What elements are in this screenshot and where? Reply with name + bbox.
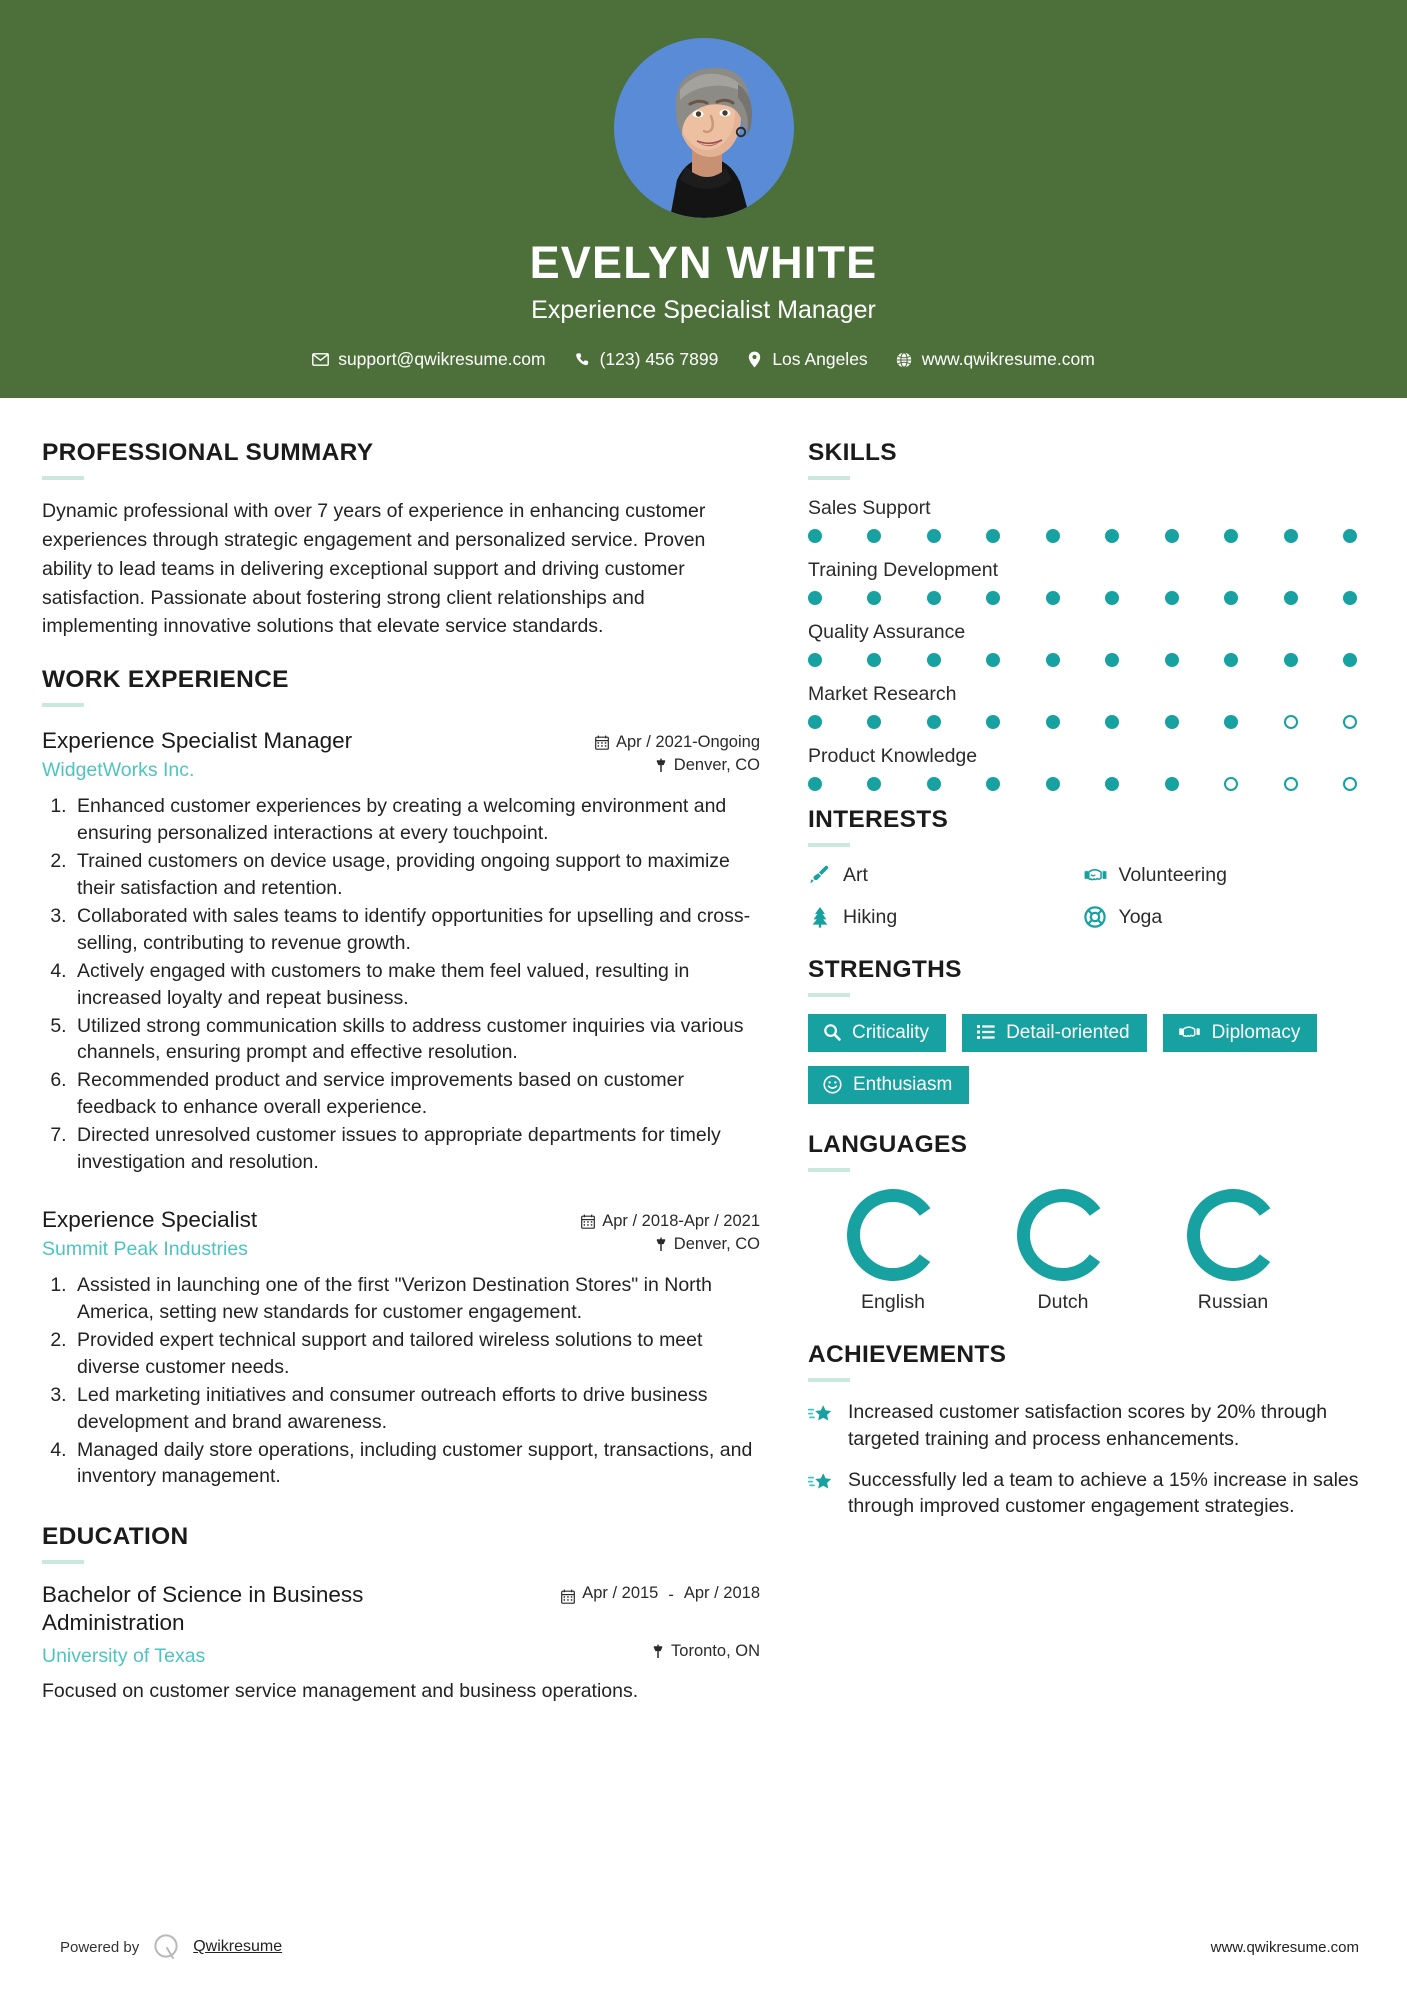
skill-dot-filled [927,715,941,729]
job-location-text: Denver, CO [673,1235,760,1254]
skill-dot-filled [1105,529,1119,543]
skill-dot-filled [1105,653,1119,667]
list-item: 4. Actively engaged with customers to make them feel valued, resulting in increased loyalty and repeat business. [72,958,760,1012]
section-rule [42,703,84,707]
languages-list [808,1189,1359,1314]
shooting-star-icon [808,1471,834,1497]
skill-dot-filled [1284,529,1298,543]
skill-dot-empty [1343,777,1357,791]
pin-icon [655,1237,667,1252]
strengths-list [808,1014,1359,1104]
skill-row [808,621,1359,667]
interest-yoga [1084,906,1360,929]
resume-body [0,398,1407,1705]
skill-dot-filled [1046,653,1060,667]
skill-label: Product Knowledge [808,744,978,767]
skill-dot-empty [1343,715,1357,729]
skill-dot-filled [1165,653,1179,667]
language-item [808,1189,978,1314]
job-location-text: Denver, CO [673,756,760,775]
handshake-icon [1178,1023,1201,1041]
powered-by-label: Powered by [60,1938,140,1956]
skill-dot-filled [986,715,1000,729]
section-rule [808,843,850,847]
education-location [652,1642,760,1661]
job-role-subtitle: Experience Specialist Manager [531,296,876,324]
skill-dot-filled [1224,653,1238,667]
skill-dot-filled [808,591,822,605]
job-title: Experience Specialist Manager [42,728,353,754]
lifebuoy-icon [1084,906,1107,929]
strength-label: Diplomacy [1211,1021,1301,1043]
powered-by-block [60,1933,282,1961]
skill-dot-filled [808,653,822,667]
skill-level-meter [808,715,1359,729]
list-item: 1. Assisted in launching one of the first "Verizon Destination Stores" in North America, setting new standards for customer engagement. [72,1272,760,1326]
skill-dot-filled [867,529,881,543]
interest-label: Yoga [1118,905,1163,928]
achievement-item [808,1467,1359,1521]
qwikresume-link[interactable]: Qwikresume [193,1938,283,1955]
skill-dot-filled [1343,653,1357,667]
education-entry [42,1581,760,1705]
contact-phone-text: (123) 456 7899 [599,349,719,369]
interest-label: Volunteering [1118,863,1227,886]
right-column [800,398,1407,1705]
achievement-item [808,1399,1359,1453]
skill-dot-filled [1284,653,1298,667]
list-item: 3. Led marketing initiatives and consumer outreach efforts to drive business development and brand awareness. [72,1382,760,1436]
skill-dot-filled [1046,591,1060,605]
job-dates-text: Apr / 2018-Apr / 2021 [602,1211,760,1230]
interest-art [808,864,1084,887]
skill-dot-filled [1165,777,1179,791]
skill-dot-filled [986,591,1000,605]
summary-heading: PROFESSIONAL SUMMARY [42,439,374,466]
location-pin-icon [746,351,763,368]
resume-header [0,0,1407,398]
interest-label: Hiking [843,905,898,928]
strengths-heading: STRENGTHS [808,955,962,983]
strength-badge-diplomacy[interactable] [1163,1014,1318,1052]
tree-icon [808,906,831,929]
qwikresume-logo-icon [152,1933,180,1961]
skill-dot-filled [927,591,941,605]
contact-bar [298,349,1109,370]
smiley-icon [823,1075,842,1094]
languages-heading: LANGUAGES [808,1130,968,1158]
education-location-text: Toronto, ON [671,1641,760,1660]
interests-heading: INTERESTS [808,805,949,833]
skill-dot-empty [1224,777,1238,791]
list-item: 3. Collaborated with sales teams to identify opportunities for upselling and cross-selling, contributing to revenue growth. [72,903,760,957]
job-dates-text: Apr / 2021-Ongoing [615,733,760,752]
job-entry [42,727,760,1176]
contact-email[interactable] [298,349,559,370]
list-item: 2. Provided expert technical support and tailored wireless solutions to meet diverse customer needs. [72,1327,760,1381]
contact-location-text: Los Angeles [772,349,868,369]
footer [0,1904,1407,1990]
job-dates [595,732,760,753]
skill-dot-empty [1284,777,1298,791]
skill-dot-filled [927,653,941,667]
contact-phone[interactable] [560,349,733,370]
list-item: 6. Recommended product and service improvements based on customer feedback to enhance overall experience. [72,1067,760,1121]
achievements-heading: ACHIEVEMENTS [808,1340,1007,1368]
section-rule [42,476,84,480]
job-title: Experience Specialist [42,1206,258,1232]
skill-dot-filled [1046,715,1060,729]
contact-website[interactable] [882,349,1109,370]
language-label: Russian [1197,1290,1269,1313]
section-rule [808,476,850,480]
skill-dot-filled [1046,529,1060,543]
phone-icon [574,351,591,368]
section-interests [808,807,1359,929]
language-progress-ring [1187,1189,1279,1281]
job-company[interactable]: Summit Peak Industries [42,1238,248,1261]
skill-level-meter [808,591,1359,605]
skill-row [808,559,1359,605]
strength-badge-enthusiasm[interactable] [808,1066,969,1104]
globe-icon [896,351,913,368]
job-bullets [42,1272,760,1490]
skill-dot-empty [1284,715,1298,729]
section-rule [808,1168,850,1172]
interest-hiking [808,906,1084,929]
education-date-end: Apr / 2018 [683,1584,760,1603]
email-icon [312,351,329,368]
list-item: 4. Managed daily store operations, including customer support, transactions, and inventory management. [72,1437,760,1491]
section-rule [808,993,850,997]
skill-dot-filled [867,653,881,667]
section-rule [808,1378,850,1382]
page-title: EVELYN WHITE [529,237,878,288]
interest-volunteering [1084,864,1360,887]
skill-dot-filled [1046,777,1060,791]
footer-url: www.qwikresume.com [1210,1938,1359,1956]
skill-dot-filled [1105,777,1119,791]
list-item: 5. Utilized strong communication skills to address customer inquiries via various channels, ensuring prompt and effective resolution. [72,1013,760,1067]
skill-dot-filled [1224,715,1238,729]
list-icon [977,1024,995,1040]
skill-dot-filled [1105,715,1119,729]
calendar-icon [595,735,609,750]
summary-text: Dynamic professional with over 7 years of experience in enhancing customer experiences through strategic engagement and personalized service. Proven ability to lead teams in delivering exceptional support and driving customer satisfaction. Passionate about fostering strong client relationships and implementing innovative solutions that elevate service standards. [42,499,706,638]
education-school[interactable]: University of Texas [42,1644,206,1667]
calendar-icon [581,1214,595,1229]
skill-dot-filled [808,715,822,729]
achievement-text: Successfully led a team to achieve a 15% increase in sales through improved customer engagement strategies. [848,1468,1359,1518]
magnifier-icon [823,1023,841,1041]
section-rule [42,1560,84,1564]
list-item: 7. Directed unresolved customer issues to appropriate departments for timely investigation and resolution. [72,1122,760,1176]
skill-dot-filled [867,591,881,605]
skill-dot-filled [927,777,941,791]
skill-dot-filled [986,653,1000,667]
skill-dot-filled [808,529,822,543]
skills-heading: SKILLS [808,439,897,466]
pin-icon [655,758,667,773]
achievement-text: Increased customer satisfaction scores by 20% through targeted training and process enhancements. [848,1400,1328,1450]
section-strengths [808,957,1359,1104]
contact-location[interactable] [732,349,881,370]
calendar-icon [561,1589,575,1604]
skill-label: Market Research [808,682,957,705]
list-item: 2. Trained customers on device usage, providing ongoing support to maximize their satisfaction and retention. [72,848,760,902]
left-column [0,398,800,1705]
contact-website-text: www.qwikresume.com [921,349,1095,369]
section-professional-summary [42,440,760,641]
handshake-icon [1084,864,1107,887]
skill-row [808,497,1359,543]
language-progress-ring [1017,1189,1109,1281]
shooting-star-icon [808,1403,834,1429]
section-languages [808,1132,1359,1314]
contact-email-text: support@qwikresume.com [338,349,546,369]
section-achievements [808,1342,1359,1521]
skill-dot-filled [1343,591,1357,605]
skill-dot-filled [867,777,881,791]
strength-label: Criticality [852,1021,930,1043]
skill-row [808,683,1359,729]
section-education [42,1524,760,1704]
skill-dot-filled [1224,529,1238,543]
education-dates [561,1583,760,1606]
skill-level-meter [808,653,1359,667]
language-item [978,1189,1148,1314]
interests-grid [808,864,1359,929]
job-location [655,1235,760,1254]
education-date-start: Apr / 2015 [582,1584,659,1603]
skill-dot-filled [986,777,1000,791]
skill-row [808,745,1359,791]
work-heading: WORK EXPERIENCE [42,666,289,694]
language-label: English [861,1290,925,1313]
skill-label: Quality Assurance [808,620,966,643]
strength-label: Enthusiasm [853,1073,953,1095]
degree-title: Bachelor of Science in Business Administration [42,1582,364,1636]
job-bullets [42,793,760,1176]
skill-level-meter [808,529,1359,543]
language-item [1148,1189,1318,1314]
skill-dot-filled [867,715,881,729]
interest-label: Art [843,863,868,886]
section-work-experience [42,667,760,1490]
avatar [614,38,794,218]
skill-dot-filled [927,529,941,543]
skill-dot-filled [1165,591,1179,605]
skill-dot-filled [1105,591,1119,605]
skill-label: Training Development [808,558,999,581]
language-progress-ring [847,1189,939,1281]
language-label: Dutch [1037,1290,1089,1313]
section-skills [808,440,1359,791]
skills-list [808,497,1359,791]
pin-icon [652,1644,664,1659]
education-description: Focused on customer service management and business operations. [42,1679,639,1702]
strength-badge-detail-oriented[interactable] [962,1014,1147,1052]
job-company[interactable]: WidgetWorks Inc. [42,759,195,782]
job-location [655,756,760,775]
education-heading: EDUCATION [42,1523,189,1551]
list-item: 1. Enhanced customer experiences by creating a welcoming environment and ensuring personalized interactions at every touchpoint. [72,793,760,847]
skill-dot-filled [986,529,1000,543]
skill-dot-filled [1165,715,1179,729]
skill-level-meter [808,777,1359,791]
skill-dot-filled [808,777,822,791]
job-dates [581,1211,760,1232]
education-date-separator: - [668,1586,674,1605]
skill-label: Sales Support [808,496,931,519]
strength-badge-criticality[interactable] [808,1014,946,1052]
skill-dot-filled [1224,591,1238,605]
strength-label: Detail-oriented [1006,1021,1130,1043]
skill-dot-filled [1343,529,1357,543]
skill-dot-filled [1165,529,1179,543]
skill-dot-filled [1284,591,1298,605]
paintbrush-icon [808,864,831,887]
job-entry [42,1206,760,1490]
